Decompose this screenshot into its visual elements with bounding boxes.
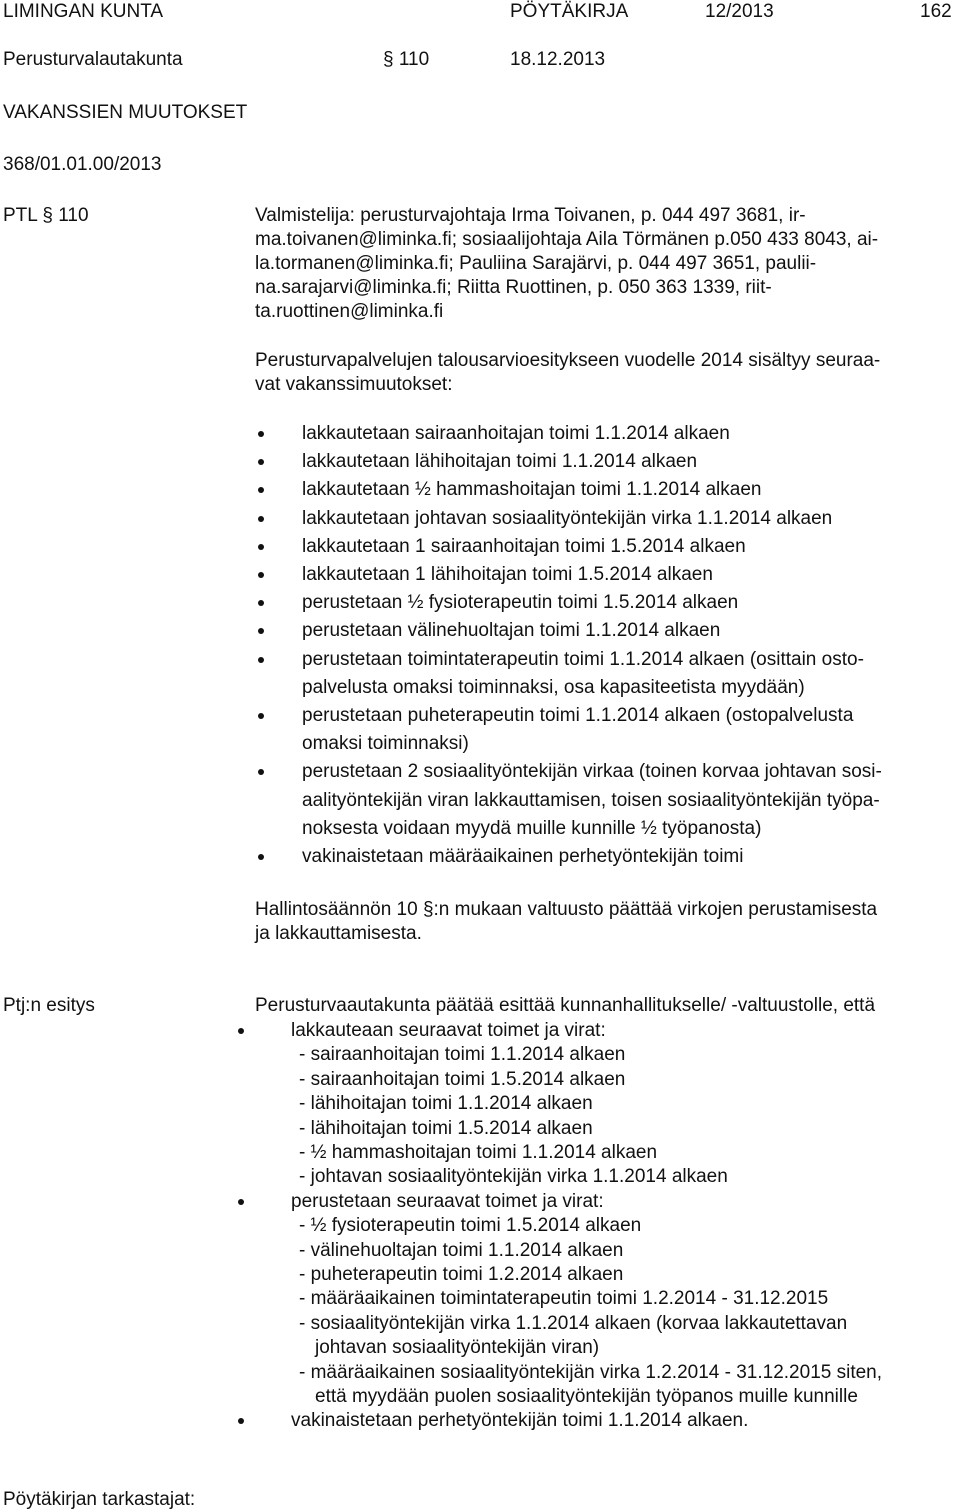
section-number: § 110 [383, 49, 430, 70]
bullet-item: perustetaan puheterapeutin toimi 1.1.2014 alkaen (ostopalvelusta [302, 705, 854, 726]
bullet-icon [258, 431, 264, 437]
proposal-item: - johtavan sosiaalityöntekijän virka 1.1.2014 alkaen [299, 1166, 728, 1188]
preparer-line: ma.toivanen@liminka.fi; sosiaalijohtaja Aila Törmänen p.050 433 8043, ai- [255, 229, 879, 250]
bullet-icon [238, 1028, 244, 1034]
proposal-item: - määräaikainen toimintaterapeutin toimi 1.2.2014 - 31.12.2015 [299, 1288, 829, 1310]
proposal-item: johtavan sosiaalityöntekijän viran) [315, 1337, 600, 1359]
proposal-item: - sosiaalityöntekijän virka 1.1.2014 alkaen (korvaa lakkautettavan [299, 1312, 848, 1334]
bullet-item: palvelusta omaksi toiminnaksi, osa kapasiteetista myydään) [302, 676, 805, 698]
proposal-item: - ½ hammashoitajan toimi 1.1.2014 alkaen [299, 1142, 658, 1163]
org-name: LIMINGAN KUNTA [3, 1, 164, 22]
proposal-item: - sairaanhoitajan toimi 1.5.2014 alkaen [299, 1068, 626, 1090]
footer-label: Pöytäkirjan tarkastajat: [3, 1489, 196, 1510]
bullet-icon [258, 769, 264, 775]
bullet-icon [258, 516, 264, 522]
preparer-line: Valmistelija: perusturvajohtaja Irma Toivanen, p. 044 497 3681, ir- [255, 205, 806, 226]
bullet-item: lakkautetaan johtavan sosiaalityöntekijän virka 1.1.2014 alkaen [302, 507, 833, 529]
bullet-item: lakkautetaan sairaanhoitajan toimi 1.1.2014 alkaen [302, 423, 730, 444]
bullet-icon [238, 1199, 244, 1205]
bullet-icon [258, 657, 264, 663]
proposal-group-heading: lakkauteaan seuraavat toimet ja virat: [291, 1020, 606, 1041]
bullet-icon [258, 572, 264, 578]
proposal-item: - sairaanhoitajan toimi 1.1.2014 alkaen [299, 1044, 626, 1066]
intro-line: Perusturvapalvelujen talousarvioesitykseen vuodelle 2014 sisältyy seuraa- [255, 350, 881, 371]
proposal-item: - lähihoitajan toimi 1.1.2014 alkaen [299, 1093, 593, 1115]
proposal-label: Ptj:n esitys [3, 995, 95, 1016]
page-number: 162 [920, 1, 952, 22]
closing-line: Hallintosäännön 10 §:n mukaan valtuusto päättää virkojen perustamisesta [255, 899, 878, 920]
preparer-line: ta.ruottinen@liminka.fi [255, 301, 444, 322]
bullet-item: omaksi toiminnaksi) [302, 733, 469, 755]
bullet-item: lakkautetaan 1 sairaanhoitajan toimi 1.5.2014 alkaen [302, 535, 746, 557]
preparer-line: la.tormanen@liminka.fi; Pauliina Sarajärvi, p. 044 497 3651, paulii- [255, 253, 817, 274]
reference-number: 368/01.01.00/2013 [3, 154, 162, 175]
bullet-item: perustetaan toimintaterapeutin toimi 1.1.2014 alkaen (osittain osto- [302, 648, 864, 670]
proposal-item: - ½ fysioterapeutin toimi 1.5.2014 alkaen [299, 1215, 642, 1237]
doc-number: 12/2013 [705, 1, 774, 22]
proposal-intro: Perusturvaautakunta päätää esittää kunnanhallitukselle/ -valtuustolle, että [255, 995, 876, 1016]
bullet-item: perustetaan 2 sosiaalityöntekijän virkaa (toinen korvaa johtavan sosi- [302, 761, 882, 783]
doc-type: PÖYTÄKIRJA [510, 1, 629, 22]
ptl-label: PTL § 110 [3, 205, 89, 226]
proposal-item: että myydään puolen sosiaalityöntekijän työpanos muille kunnille [315, 1386, 858, 1407]
bullet-item: lakkautetaan 1 lähihoitajan toimi 1.5.2014 alkaen [302, 564, 713, 585]
page-title: VAKANSSIEN MUUTOKSET [3, 102, 248, 123]
bullet-item: lakkautetaan lähihoitajan toimi 1.1.2014 alkaen [302, 451, 698, 473]
proposal-item: - lähihoitajan toimi 1.5.2014 alkaen [299, 1117, 593, 1139]
bullet-item: perustetaan välinehuoltajan toimi 1.1.2014 alkaen [302, 620, 721, 642]
bullet-item: vakinaistetaan määräaikainen perhetyöntekijän toimi [302, 846, 744, 867]
intro-line: vat vakanssimuutokset: [255, 374, 453, 395]
bullet-icon [258, 713, 264, 719]
bullet-icon [258, 628, 264, 634]
bullet-icon [258, 600, 264, 606]
bullet-item: aalityöntekijän viran lakkauttamisen, toisen sosiaalityöntekijän työpa- [302, 789, 880, 811]
bullet-icon [238, 1418, 244, 1424]
bullet-item: perustetaan ½ fysioterapeutin toimi 1.5.2014 alkaen [302, 592, 739, 614]
proposal-group-heading: vakinaistetaan perhetyöntekijän toimi 1.1.2014 alkaen. [291, 1410, 749, 1432]
bullet-item: lakkautetaan ½ hammashoitajan toimi 1.1.2014 alkaen [302, 479, 762, 501]
preparer-line: na.sarajarvi@liminka.fi; Riitta Ruottinen, p. 050 363 1339, riit- [255, 277, 772, 298]
proposal-item: - välinehuoltajan toimi 1.1.2014 alkaen [299, 1239, 624, 1261]
proposal-group-heading: perustetaan seuraavat toimet ja virat: [291, 1190, 604, 1212]
bullet-icon [258, 854, 264, 860]
meeting-date: 18.12.2013 [510, 49, 606, 70]
bullet-icon [258, 544, 264, 550]
bullet-icon [258, 459, 264, 465]
closing-line: ja lakkauttamisesta. [255, 923, 422, 944]
board-name: Perusturvalautakunta [3, 49, 183, 70]
proposal-item: - puheterapeutin toimi 1.2.2014 alkaen [299, 1264, 624, 1285]
bullet-item: noksesta voidaan myydä muille kunnille ½ työpanosta) [302, 817, 762, 839]
bullet-icon [258, 487, 264, 493]
proposal-item: - määräaikainen sosiaalityöntekijän virka 1.2.2014 - 31.12.2015 siten, [299, 1361, 883, 1383]
